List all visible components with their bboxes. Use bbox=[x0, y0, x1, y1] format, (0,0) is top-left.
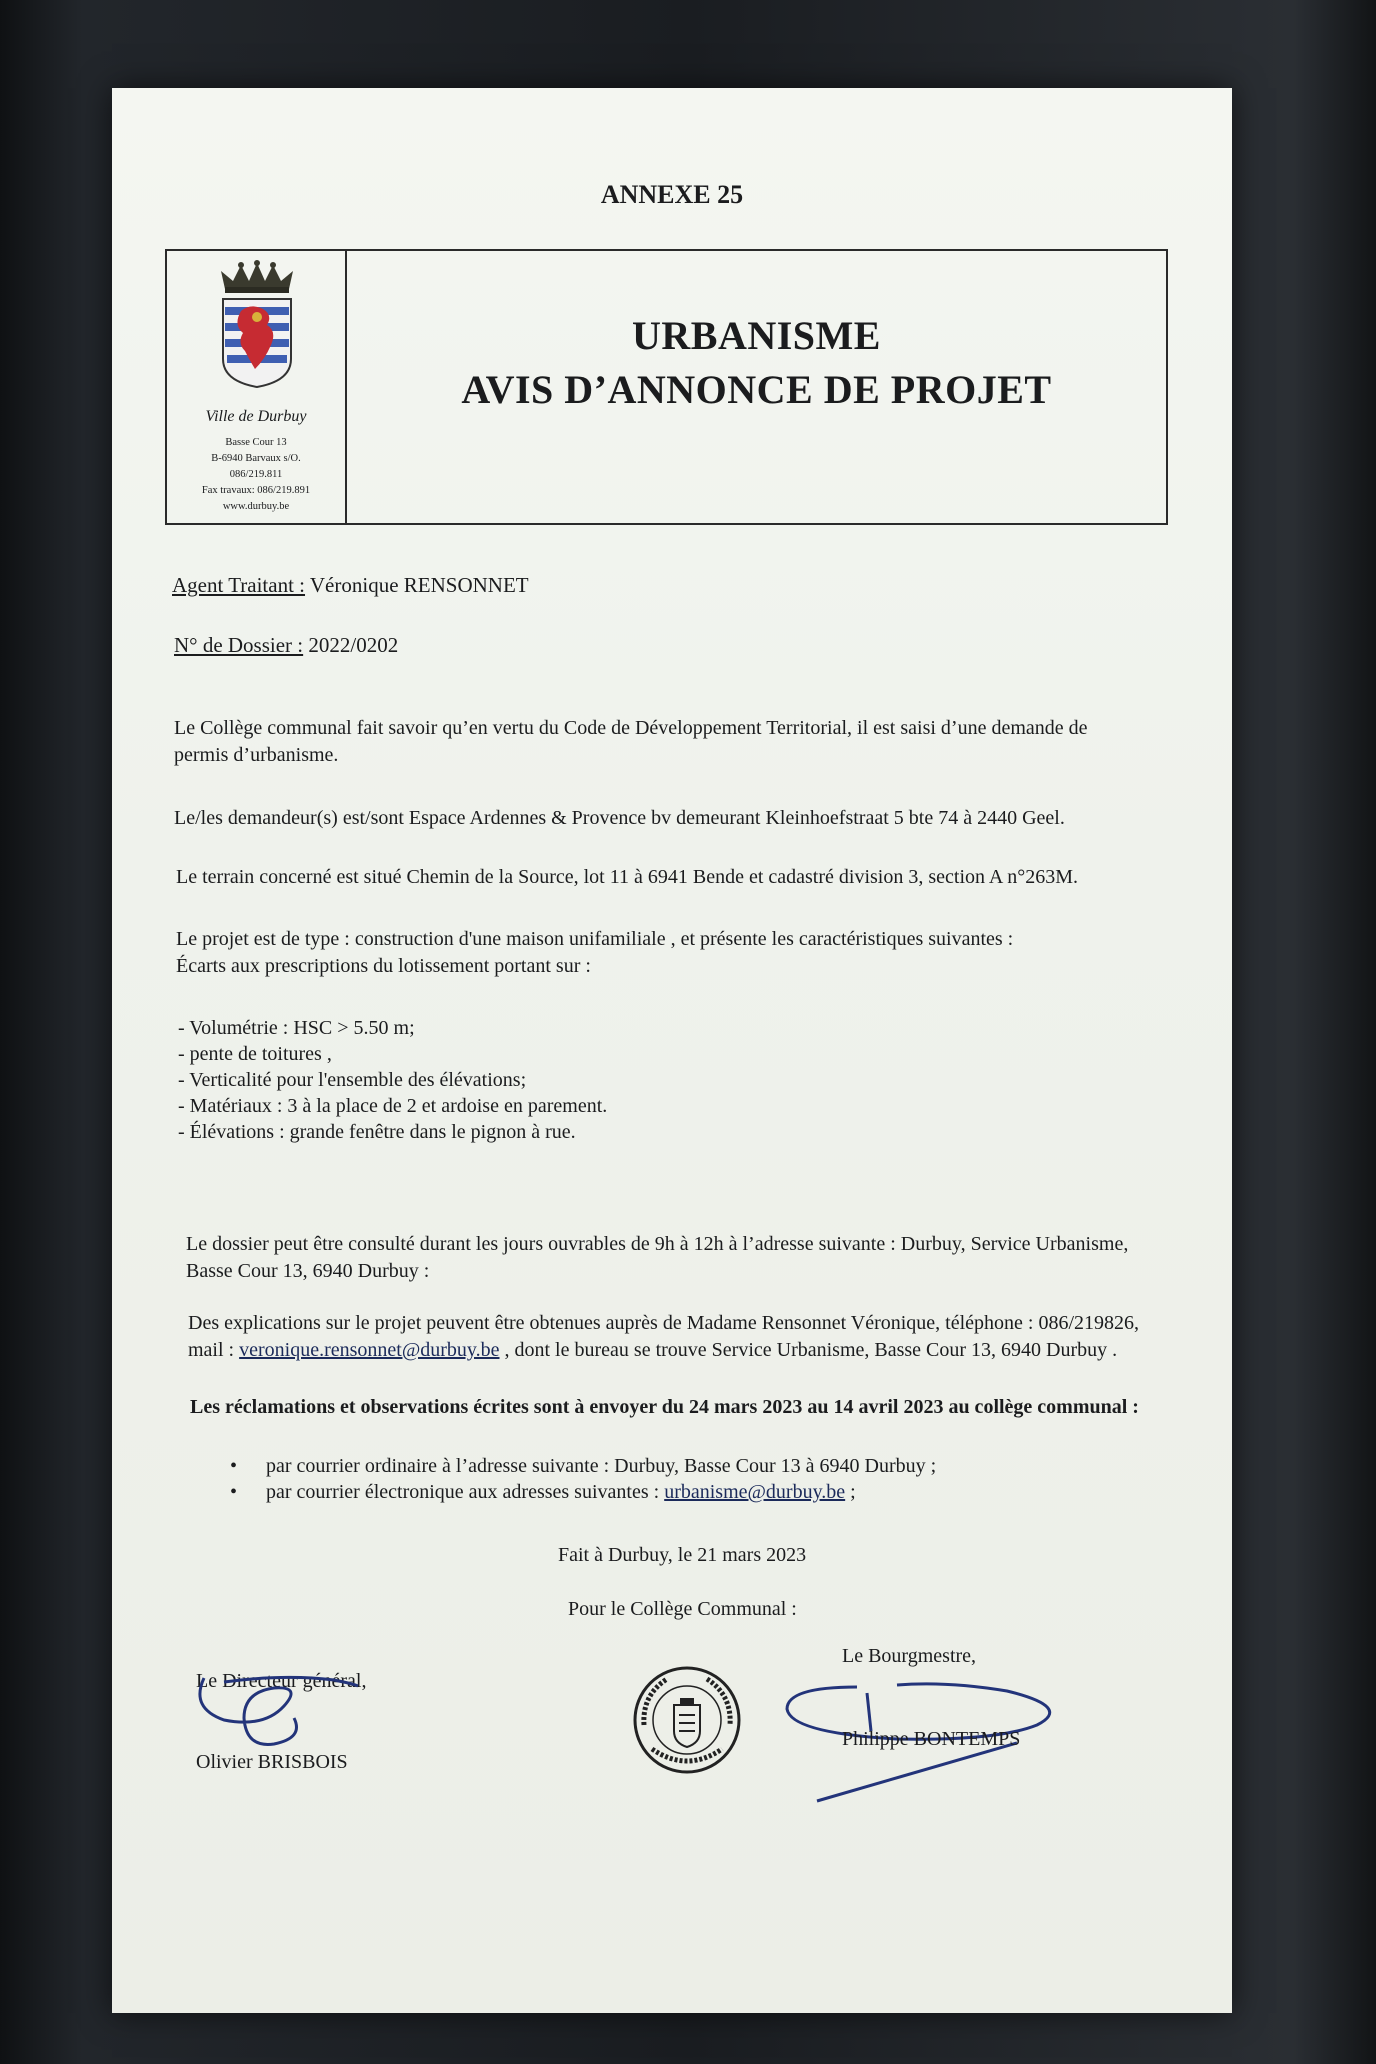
explanations-line-1: Des explications sur le projet peuvent être obtenues auprès de Madame Rensonnet Véronique, téléphone : 086/219826, bbox=[188, 1312, 1140, 1334]
address-line: Basse Cour 13 bbox=[225, 437, 287, 448]
project-line-2: Écarts aux prescriptions du lotissement portant sur : bbox=[176, 955, 591, 977]
deviations-list bbox=[178, 1015, 607, 1145]
address-line: 086/219.811 bbox=[229, 469, 283, 480]
title-line-1: URBANISME bbox=[632, 313, 881, 358]
bullet-text: par courrier ordinaire à l’adresse suivante : Durbuy, Basse Cour 13 à 6940 Durbuy ; bbox=[266, 1455, 937, 1477]
municipality-name: Ville de Durbuy bbox=[205, 408, 307, 425]
explanations-rest: , dont le bureau se trouve Service Urbanisme, Basse Cour 13, 6940 Durbuy . bbox=[504, 1339, 1118, 1361]
municipality-block bbox=[167, 251, 347, 523]
list-item: - pente de toitures , bbox=[178, 1043, 332, 1065]
intro-line-2: permis d’urbanisme. bbox=[174, 744, 339, 766]
consultation-paragraph bbox=[186, 1231, 1128, 1285]
mail-label: mail : bbox=[188, 1339, 235, 1361]
list-item: - Volumétrie : HSC > 5.50 m; bbox=[178, 1017, 415, 1039]
address-line: B-6940 Barvaux s/O. bbox=[211, 453, 301, 464]
director-role: Le Directeur général, bbox=[196, 1670, 367, 1692]
municipal-seal-icon bbox=[632, 1665, 742, 1775]
terrain-paragraph: Le terrain concerné est situé Chemin de la Source, lot 11 à 6941 Bende et cadastré division 3, section A n°263M. bbox=[176, 866, 1079, 888]
list-item: - Verticalité pour l'ensemble des élévations; bbox=[178, 1069, 527, 1091]
bullet-text: par courrier électronique aux adresses suivantes : bbox=[266, 1481, 660, 1503]
consultation-line-1: Le dossier peut être consulté durant les jours ouvrables de 9h à 12h à l’adresse suivante : Durbuy, Service Urbanisme, bbox=[186, 1233, 1129, 1255]
agent-value: Véronique RENSONNET bbox=[309, 573, 529, 597]
agent-email-link[interactable]: veronique.rensonnet@durbuy.be bbox=[239, 1339, 500, 1361]
mayor-role: Le Bourgmestre, bbox=[842, 1645, 977, 1667]
notice-sheet bbox=[112, 88, 1232, 2013]
consultation-line-2: Basse Cour 13, 6940 Durbuy : bbox=[186, 1260, 430, 1282]
claims-notice: Les réclamations et observations écrites sont à envoyer du 24 mars 2023 au 14 avril 2023 au collège communal : bbox=[190, 1396, 1139, 1418]
coat-of-arms-icon bbox=[211, 259, 303, 389]
director-name: Olivier BRISBOIS bbox=[196, 1751, 348, 1773]
project-line-1: Le projet est de type : construction d'une maison unifamiliale , et présente les caractéristiques suivantes : bbox=[176, 928, 1014, 950]
dossier-field bbox=[174, 633, 398, 658]
submission-methods bbox=[230, 1453, 936, 1505]
header-box bbox=[165, 249, 1168, 525]
urbanisme-email-link[interactable]: urbanisme@durbuy.be bbox=[664, 1481, 846, 1503]
website[interactable]: www.durbuy.be bbox=[222, 501, 290, 512]
annex-label: ANNEXE 25 bbox=[600, 180, 744, 209]
intro-paragraph bbox=[174, 715, 1088, 769]
list-item bbox=[230, 1453, 936, 1479]
intro-line-1: Le Collège communal fait savoir qu’en vertu du Code de Développement Territorial, il est saisi d’une demande de bbox=[174, 717, 1088, 739]
agent-label: Agent Traitant : bbox=[172, 573, 306, 597]
dossier-value: 2022/0202 bbox=[308, 633, 399, 657]
project-paragraph bbox=[176, 926, 1013, 980]
explanations-paragraph bbox=[188, 1310, 1139, 1364]
bullet-icon: • bbox=[230, 1455, 238, 1477]
dossier-label: N° de Dossier : bbox=[174, 633, 304, 657]
agent-field bbox=[172, 573, 529, 598]
made-at: Fait à Durbuy, le 21 mars 2023 bbox=[558, 1544, 807, 1566]
mayor-name: Philippe BONTEMPS bbox=[842, 1728, 1021, 1750]
for-college: Pour le Collège Communal : bbox=[568, 1598, 797, 1620]
title-line-2: AVIS D’ANNONCE DE PROJET bbox=[461, 367, 1052, 412]
list-item: - Matériaux : 3 à la place de 2 et ardoise en parement. bbox=[178, 1095, 608, 1117]
list-item bbox=[230, 1479, 936, 1505]
list-item: - Élévations : grande fenêtre dans le pignon à rue. bbox=[178, 1121, 576, 1143]
bullet-icon: • bbox=[230, 1481, 238, 1503]
explanations-line-2 bbox=[188, 1337, 1139, 1364]
bullet-end: ; bbox=[850, 1481, 856, 1503]
notice-title bbox=[347, 309, 1166, 417]
applicant-paragraph: Le/les demandeur(s) est/sont Espace Ardennes & Provence bv demeurant Kleinhoefstraat 5 bte 74 à 2440 Geel. bbox=[174, 807, 1065, 829]
address-line: Fax travaux: 086/219.891 bbox=[201, 485, 311, 496]
municipality-address bbox=[167, 435, 345, 515]
